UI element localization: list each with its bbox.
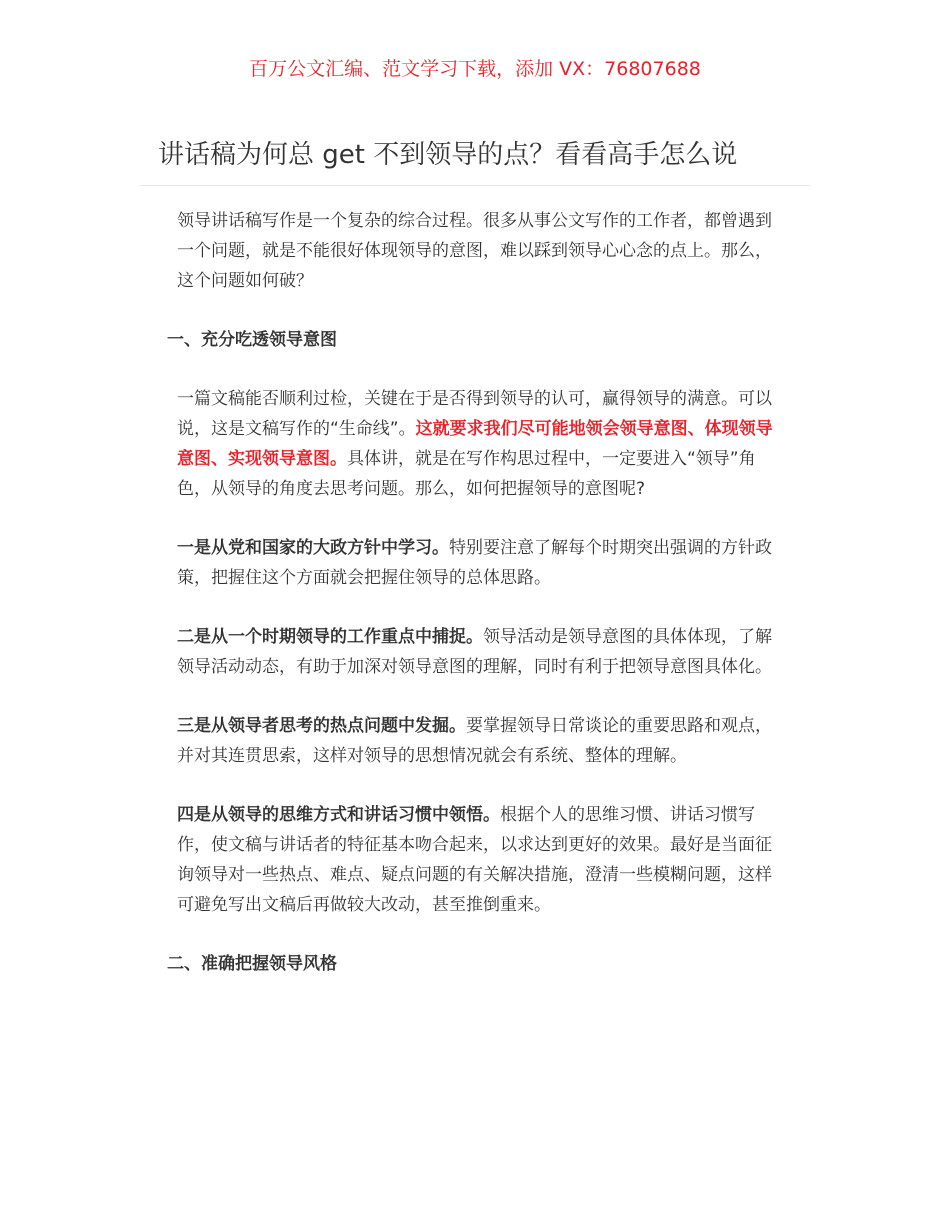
article-title: 讲话稿为何总 get 不到领导的点？看看高手怎么说 bbox=[158, 140, 738, 170]
point-lead-3: 三是从领导者思考的热点问题中发掘。 bbox=[177, 716, 466, 736]
section-heading-2: 二、准确把握领导风格 bbox=[167, 954, 337, 974]
point-text-4: 根据个人的思维习惯、讲话习惯写作，使文稿与讲话者的特征基本吻合起来，以求达到更好的效果。最好是当面征询领导对一些热点、难点、疑点问题的有关解决措施，澄清一些模糊问题，这样可避免写出文稿后再做较大改动，甚至推倒重来。 bbox=[177, 805, 772, 915]
intro-paragraph: 领导讲话稿写作是一个复杂的综合过程。很多从事公文写作的工作者，都曾遇到一个问题，就是不能很好体现领导的意图，难以踩到领导心心念的点上。那么，这个问题如何破？ bbox=[177, 211, 772, 291]
point-paragraph-1 bbox=[177, 533, 775, 593]
point-text-3: 要掌握领导日常谈论的重要思路和观点，并对其连贯思索，这样对领导的思想情况就会有系统、整体的理解。 bbox=[177, 716, 772, 766]
section1-highlight: 这就要求我们尽可能地领会领导意图、体现领导意图、实现领导意图。 bbox=[177, 419, 773, 469]
point-text-2: 领导活动是领导意图的具体体现，了解领导活动动态，有助于加深对领导意图的理解，同时有利于把领导意图具体化。 bbox=[177, 627, 772, 677]
section-heading-1: 一、充分吃透领导意图 bbox=[167, 330, 337, 350]
article-body bbox=[167, 206, 775, 1008]
promo-banner: 百万公文汇编、范文学习下载，添加 VX：76807688 bbox=[249, 58, 701, 80]
title-divider bbox=[140, 185, 810, 186]
point-paragraph-3 bbox=[177, 711, 775, 771]
point-lead-2: 二是从一个时期领导的工作重点中捕捉。 bbox=[177, 627, 483, 647]
section1-text-start: 一篇文稿能否顺利过检，关键在于是否得到领导的认可，赢得领导的满意。可以说，这是文稿写作的“生命线”。 bbox=[177, 389, 772, 439]
section1-text-end: 具体讲，就是在写作构思过程中，一定要进入“领导”角色，从领导的角度去思考问题。那么，如何把握领导的意图呢? bbox=[177, 449, 756, 499]
point-lead-1: 一是从党和国家的大政方针中学习。 bbox=[177, 538, 449, 558]
point-paragraph-4 bbox=[177, 800, 775, 920]
point-text-1: 特别要注意了解每个时期突出强调的方针政策，把握住这个方面就会把握住领导的总体思路。 bbox=[177, 538, 772, 588]
point-lead-4: 四是从领导的思维方式和讲话习惯中领悟。 bbox=[177, 805, 500, 825]
section1-paragraph bbox=[177, 384, 775, 504]
point-paragraph-2 bbox=[177, 622, 775, 682]
